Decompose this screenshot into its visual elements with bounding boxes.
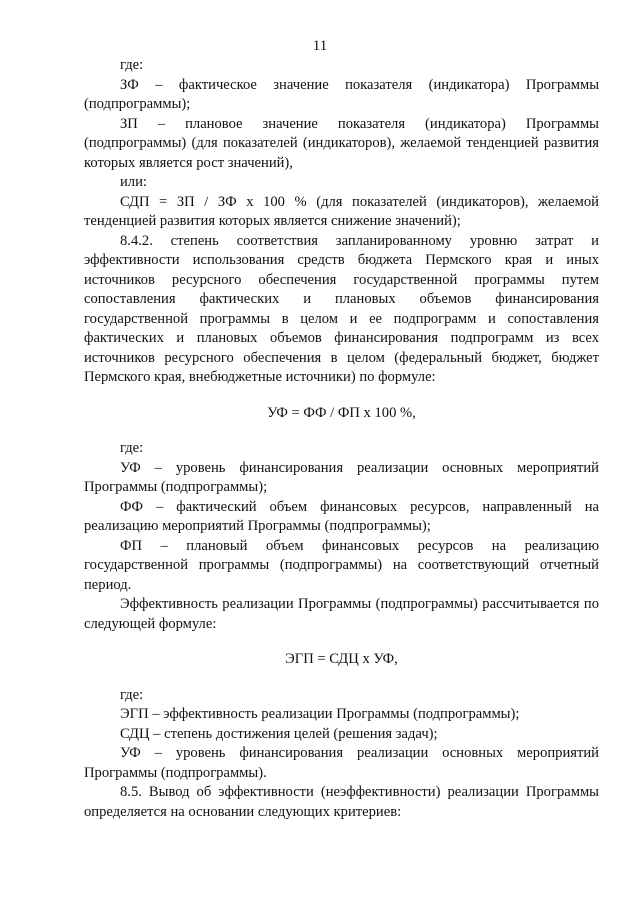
formula-uf: УФ = ФФ / ФП х 100 %, — [267, 404, 416, 421]
page-number: 11 — [312, 38, 328, 54]
definition-fp: ФП – плановый объем финансовых ресурсов на реализацию государственной программы (подпрограммы) на соответствующий отчетный период. — [84, 537, 599, 593]
where-label: где: — [120, 57, 144, 73]
or-label: или: — [120, 174, 147, 190]
page-body — [84, 56, 599, 822]
definition-uf: УФ – уровень финансирования реализации основных мероприятий Программы (подпрограммы); — [84, 459, 599, 495]
formula-egp: ЭГП = СДЦ х УФ, — [285, 651, 398, 667]
definition-ff: ФФ – фактический объем финансовых ресурсов, направленный на реализацию мероприятий Программы (подпрограммы); — [84, 498, 599, 534]
definition-uf-2: УФ – уровень финансирования реализации основных мероприятий Программы (подпрограммы). — [84, 745, 599, 781]
formula-sdp-inline: СДП = ЗП / ЗФ х 100 % (для показателей (индикаторов), желаемой тенденцией развития которых является снижение значений); — [84, 193, 599, 229]
where-label: где: — [120, 440, 144, 456]
definition-zf: ЗФ – фактическое значение показателя (индикатора) Программы (подпрограммы); — [84, 76, 599, 112]
paragraph-8-4-2: 8.4.2. степень соответствия запланированному уровню затрат и эффективности использования средств бюджета Пермского края и иных источников ресурсного обеспечения государственной программы путем сопоставления фактических и плановых объемов финансирования государственной программы в целом и ее подпрограмм и сопоставления фактических и плановых объемов финансирования подпрограмм из всех источников ресурсного обеспечения в целом (федеральный бюджет, бюджет Пермского края, внебюджетные источники) по формуле: — [84, 232, 599, 385]
efficiency-intro: Эффективность реализации Программы (подпрограммы) рассчитывается по следующей формуле: — [84, 596, 599, 632]
where-label: где: — [120, 686, 144, 703]
definition-zp: ЗП – плановое значение показателя (индикатора) Программы (подпрограммы) (для показателей (индикаторов), желаемой тенденцией развития которых является рост значений), — [84, 115, 599, 171]
definition-egp: ЭГП – эффективность реализации Программы (подпрограммы); — [120, 706, 520, 722]
paragraph-8-5: 8.5. Вывод об эффективности (неэффективности) реализации Программы определяется на основании следующих критериев: — [84, 784, 599, 820]
definition-sdc: СДЦ – степень достижения целей (решения задач); — [120, 725, 438, 742]
